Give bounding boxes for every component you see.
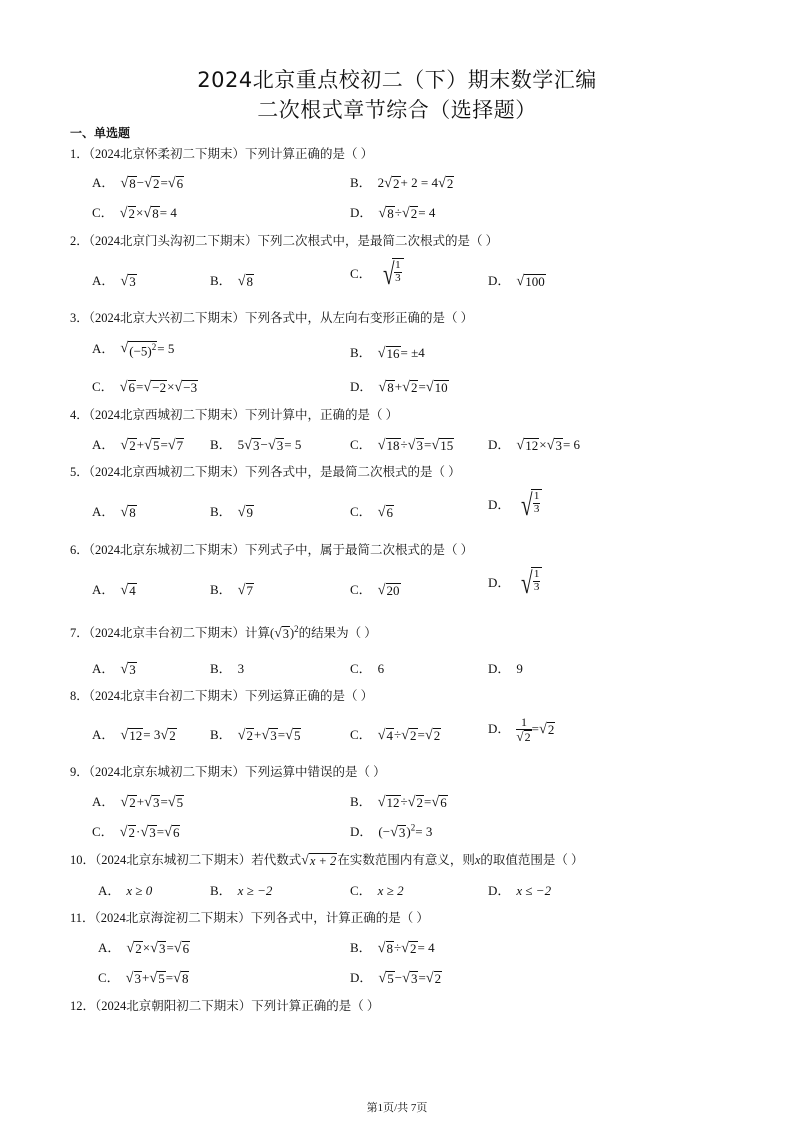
question-12: 12．（2024北京朝阳初二下期末）下列计算正确的是（ ） [70, 999, 380, 1013]
question-7: 7．（2024北京丰台初二下期末）计算( √ 3 )$^2$的结果为（ ） [70, 623, 377, 642]
q5-option-a: A． √ 8 [92, 504, 136, 521]
q7-option-d: D． 9 [488, 661, 523, 676]
document-title-line1: 2024北京重点校初二（下）期末数学汇编 [197, 68, 597, 92]
q4-option-b: B． 5 √ 3 − √ 3 = 5 [210, 437, 302, 454]
q6-option-d: D． √ $\frac{1}{3}$ [488, 567, 542, 601]
q2-option-c: C． √ $\frac{1}{3}$ [350, 258, 404, 292]
question-9: 9．（2024北京东城初二下期末）下列运算中错误的是（ ） [70, 765, 386, 779]
question-10: 10．（2024北京东城初二下期末）若代数式 √ x + 2 在实数范围内有意义，则x的取值范围是（ ） [70, 852, 584, 869]
question-5: 5．（2024北京西城初二下期末）下列各式中，是最简二次根式的是（ ） [70, 465, 461, 479]
q5-option-c: C． √ 6 [350, 504, 394, 521]
q11-option-a: A． √ 2 × √ 3 = √ 6 [98, 940, 190, 957]
q6-option-a: A． √ 4 [92, 582, 136, 599]
q8-option-b: B． √ 2 + √ 3 = √ 5 [210, 727, 301, 744]
q3-option-c: C． √ 6 = √ −2 × √ −3 [92, 379, 198, 396]
question-2: 2．（2024北京门头沟初二下期末）下列二次根式中，是最简二次根式的是（ ） [70, 234, 499, 248]
document-title-line2: 二次根式章节综合（选择题） [257, 98, 537, 122]
q7-option-b: B． 3 [210, 661, 245, 676]
q2-option-a: A． √ 3 [92, 273, 136, 290]
q1-option-b: B． 2 √ 2 + 2 = 4 √ 2 [350, 175, 454, 192]
q1-option-a: A． √ 8 − √ 2 = √ 6 [92, 175, 184, 192]
q2-option-b: B． √ 8 [210, 273, 254, 290]
q1-option-d: D． √ 8 ÷ √ 2 = 4 [350, 205, 436, 222]
question-6: 6．（2024北京东城初二下期末）下列式子中，属于最简二次根式的是（ ） [70, 543, 474, 557]
q5-option-d: D． √ $\frac{1}{3}$ [488, 489, 542, 523]
q10-option-a: A． x ≥ 0 [98, 883, 153, 898]
question-8: 8．（2024北京丰台初二下期末）下列运算正确的是（ ） [70, 689, 374, 703]
question-3: 3．（2024北京大兴初二下期末）下列各式中，从左向右变形正确的是（ ） [70, 311, 474, 325]
question-4: 4．（2024北京西城初二下期末）下列计算中，正确的是（ ） [70, 408, 399, 422]
q4-option-d: D． √ 12 × √ 3 = 6 [488, 437, 581, 454]
q8-option-a: A． √ 12 = 3 √ 2 [92, 727, 176, 744]
q9-option-c: C． √ 2 · √ 3 = √ 6 [92, 824, 180, 841]
q4-option-a: A． √ 2 + √ 5 = √ 7 [92, 437, 184, 454]
q8-option-c: C． √ 4 ÷ √ 2 = √ 2 [350, 727, 441, 744]
q9-option-a: A． √ 2 + √ 3 = √ 5 [92, 794, 184, 811]
page-footer: 第1页/共 7页 [366, 1102, 428, 1114]
q3-option-b: B． √ 16 = ±4 [350, 345, 425, 362]
question-number: 1． [70, 147, 89, 161]
question-1 [70, 144, 373, 162]
question-11: 11．（2024北京海淀初二下期末）下列各式中，计算正确的是（ ） [70, 911, 429, 925]
q10-option-d: D． x ≤ −2 [488, 883, 552, 898]
q6-option-b: B． √ 7 [210, 582, 254, 599]
q3-option-d: D． √ 8 + √ 2 = √ 10 [350, 379, 448, 396]
q3-option-a: A． √ $(-5)^2$ = 5 [92, 339, 175, 359]
q9-option-d: D． (− √ 3 )$^2$= 3 [350, 822, 433, 841]
q10-option-c: C． x ≥ 2 [350, 883, 404, 898]
q7-option-a: A． √ 3 [92, 661, 136, 678]
section-label: 一、单选题 [70, 126, 131, 140]
q6-option-c: C． √ 20 [350, 582, 400, 599]
q4-option-c: C． √ 18 ÷ √ 3 = √ 15 [350, 437, 454, 454]
q11-option-d: D． √ 5 − √ 3 = √ 2 [350, 970, 442, 987]
q7-option-c: C． 6 [350, 661, 385, 676]
q10-option-b: B． x ≥ −2 [210, 883, 273, 898]
question-text: （2024北京怀柔初二下期末）下列计算正确的是（ ） [88, 147, 374, 161]
q8-option-d: D． 1 √ 2 = √ 2 [488, 715, 555, 744]
q2-option-d: D． √ 100 [488, 273, 545, 290]
q11-option-b: B． √ 8 ÷ √ 2 = 4 [350, 940, 435, 957]
q1-option-c: C． √ 2 × √ 8 = 4 [92, 205, 177, 222]
q11-option-c: C． √ 3 + √ 5 = √ 8 [98, 970, 189, 987]
q5-option-b: B． √ 9 [210, 504, 254, 521]
q9-option-b: B． √ 12 ÷ √ 2 = √ 6 [350, 794, 447, 811]
